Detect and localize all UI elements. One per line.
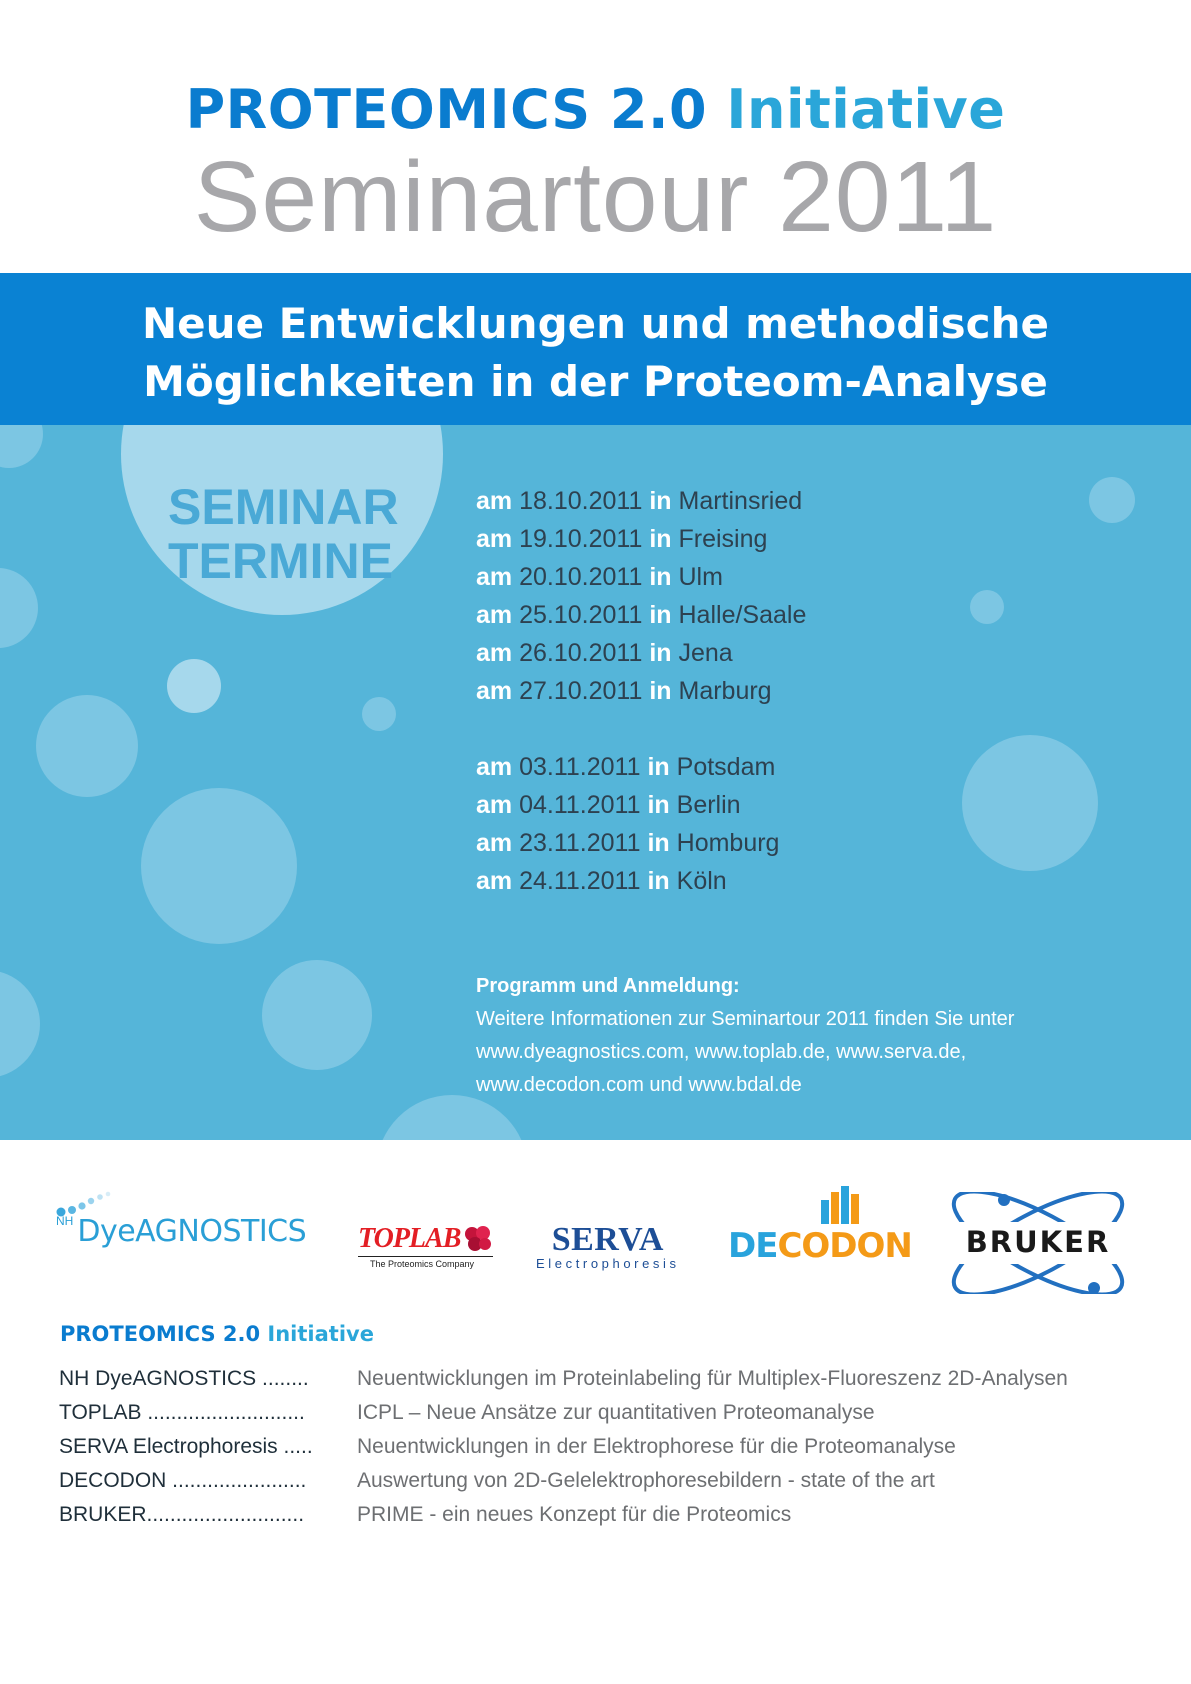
date-am: am <box>476 525 513 553</box>
date-row <box>476 596 806 634</box>
seminar-line-2: TERMINE <box>168 533 393 589</box>
registration-info <box>476 970 1014 1102</box>
partner-name: NH DyeAGNOSTICS ........ <box>59 1367 309 1390</box>
serva-tagline: Electrophoresis <box>536 1256 680 1271</box>
list-item <box>59 1498 1139 1532</box>
seminar-line-1: SEMINAR <box>168 479 399 535</box>
molecule-icon <box>463 1225 493 1253</box>
date-in: in <box>647 753 670 781</box>
dye-nh: NH <box>56 1214 74 1228</box>
date-in: in <box>649 487 672 515</box>
date-in: in <box>647 829 670 857</box>
date-row <box>476 634 806 672</box>
bruker-name: BRUKER <box>965 1225 1111 1259</box>
date-row <box>476 672 806 710</box>
date-in: in <box>649 639 672 667</box>
dates-spacer <box>476 710 806 748</box>
headline-line-1: Neue Entwicklungen und methodische <box>142 299 1049 348</box>
dye-name: DyeAGNOSTICS <box>77 1214 307 1249</box>
date-city: Homburg <box>676 829 780 857</box>
toplab-logo <box>358 1223 493 1269</box>
decor-circle <box>962 735 1098 871</box>
date-in: in <box>649 601 672 629</box>
dyeagnostics-logo <box>56 1190 306 1249</box>
initiative-heading <box>60 1322 374 1346</box>
date-row <box>476 520 806 558</box>
decodon-codon: CODON <box>777 1226 912 1266</box>
seminar-dates <box>476 482 806 900</box>
date-value: 19.10.2011 <box>519 525 643 553</box>
date-am: am <box>476 487 513 515</box>
info-links: www.decodon.com und www.bdal.de <box>476 1074 802 1096</box>
title-initiative: Initiative <box>726 78 1006 141</box>
partner-name: SERVA Electrophoresis ..... <box>59 1435 313 1458</box>
toplab-name: TOPLAB <box>358 1223 461 1254</box>
decor-circle <box>262 960 372 1070</box>
date-city: Martinsried <box>678 487 803 515</box>
date-am: am <box>476 791 513 819</box>
decor-circle <box>0 568 38 648</box>
decor-circle <box>0 970 40 1078</box>
initiative-proteomics: PROTEOMICS 2.0 <box>60 1322 261 1346</box>
partner-name: DECODON ....................... <box>59 1469 307 1492</box>
date-in: in <box>649 563 672 591</box>
date-in: in <box>649 525 672 553</box>
date-city: Potsdam <box>676 753 776 781</box>
date-row <box>476 558 806 596</box>
initiative-word: Initiative <box>267 1322 374 1346</box>
partner-topic: Neuentwicklungen im Proteinlabeling für Multiplex-Fluoreszenz 2D-Analysen <box>357 1367 1068 1390</box>
date-city: Jena <box>678 639 733 667</box>
date-city: Berlin <box>676 791 741 819</box>
date-am: am <box>476 677 513 705</box>
date-city: Köln <box>676 867 727 895</box>
registration-heading: Programm und Anmeldung: <box>476 975 740 997</box>
list-item <box>59 1464 1139 1498</box>
seminar-termine-heading <box>168 480 399 588</box>
info-links: www.dyeagnostics.com, www.toplab.de, www.serva.de, <box>476 1041 967 1063</box>
partner-topic: ICPL – Neue Ansätze zur quantitativen Proteomanalyse <box>357 1401 875 1424</box>
decor-circle <box>970 590 1004 624</box>
date-in: in <box>649 677 672 705</box>
decor-circle <box>0 425 43 468</box>
list-item <box>59 1362 1139 1396</box>
decor-circle <box>36 695 138 797</box>
partner-name: BRUKER........................... <box>59 1503 305 1526</box>
partner-topic: PRIME - ein neues Konzept für die Proteomics <box>357 1503 792 1526</box>
date-value: 24.11.2011 <box>519 867 641 895</box>
date-value: 03.11.2011 <box>519 753 641 781</box>
decor-circle <box>141 788 297 944</box>
serva-name: SERVA <box>551 1221 664 1258</box>
decor-circle <box>1089 477 1135 523</box>
date-row <box>476 748 806 786</box>
list-item <box>59 1430 1139 1464</box>
date-in: in <box>647 867 670 895</box>
bars-icon <box>815 1186 875 1226</box>
date-am: am <box>476 563 513 591</box>
date-value: 23.11.2011 <box>519 829 641 857</box>
date-am: am <box>476 867 513 895</box>
decor-circle <box>167 659 221 713</box>
initiative-list <box>59 1362 1139 1532</box>
page-title <box>0 78 1191 141</box>
date-am: am <box>476 753 513 781</box>
decor-circle <box>362 697 396 731</box>
decodon-de: DE <box>728 1226 778 1266</box>
headline-text <box>0 295 1191 411</box>
date-value: 25.10.2011 <box>519 601 643 629</box>
partner-topic: Neuentwicklungen in der Elektrophorese für die Proteomanalyse <box>357 1435 956 1458</box>
date-row <box>476 862 806 900</box>
partner-name: TOPLAB ........................... <box>59 1401 305 1424</box>
date-value: 18.10.2011 <box>519 487 643 515</box>
decodon-logo <box>728 1222 912 1266</box>
list-item <box>59 1396 1139 1430</box>
headline-line-2: Möglichkeiten in der Proteom-Analyse <box>143 357 1048 406</box>
date-row <box>476 482 806 520</box>
date-value: 04.11.2011 <box>519 791 641 819</box>
page-subtitle: Seminartour 2011 <box>193 141 998 253</box>
date-value: 20.10.2011 <box>519 563 643 591</box>
date-city: Marburg <box>678 677 772 705</box>
date-am: am <box>476 639 513 667</box>
bruker-logo <box>942 1192 1142 1294</box>
title-proteomics: PROTEOMICS 2.0 <box>185 78 708 141</box>
date-city: Halle/Saale <box>678 601 807 629</box>
serva-logo <box>536 1221 680 1271</box>
info-line: Weitere Informationen zur Seminartour 2011 finden Sie unter <box>476 1008 1015 1030</box>
date-row <box>476 786 806 824</box>
date-am: am <box>476 601 513 629</box>
date-row <box>476 824 806 862</box>
date-city: Ulm <box>678 563 723 591</box>
date-city: Freising <box>678 525 768 553</box>
date-value: 27.10.2011 <box>519 677 643 705</box>
toplab-tagline: The Proteomics Company <box>358 1256 493 1269</box>
date-value: 26.10.2011 <box>519 639 643 667</box>
partner-topic: Auswertung von 2D-Gelelektrophoresebildern - state of the art <box>357 1469 935 1492</box>
date-in: in <box>647 791 670 819</box>
date-am: am <box>476 829 513 857</box>
